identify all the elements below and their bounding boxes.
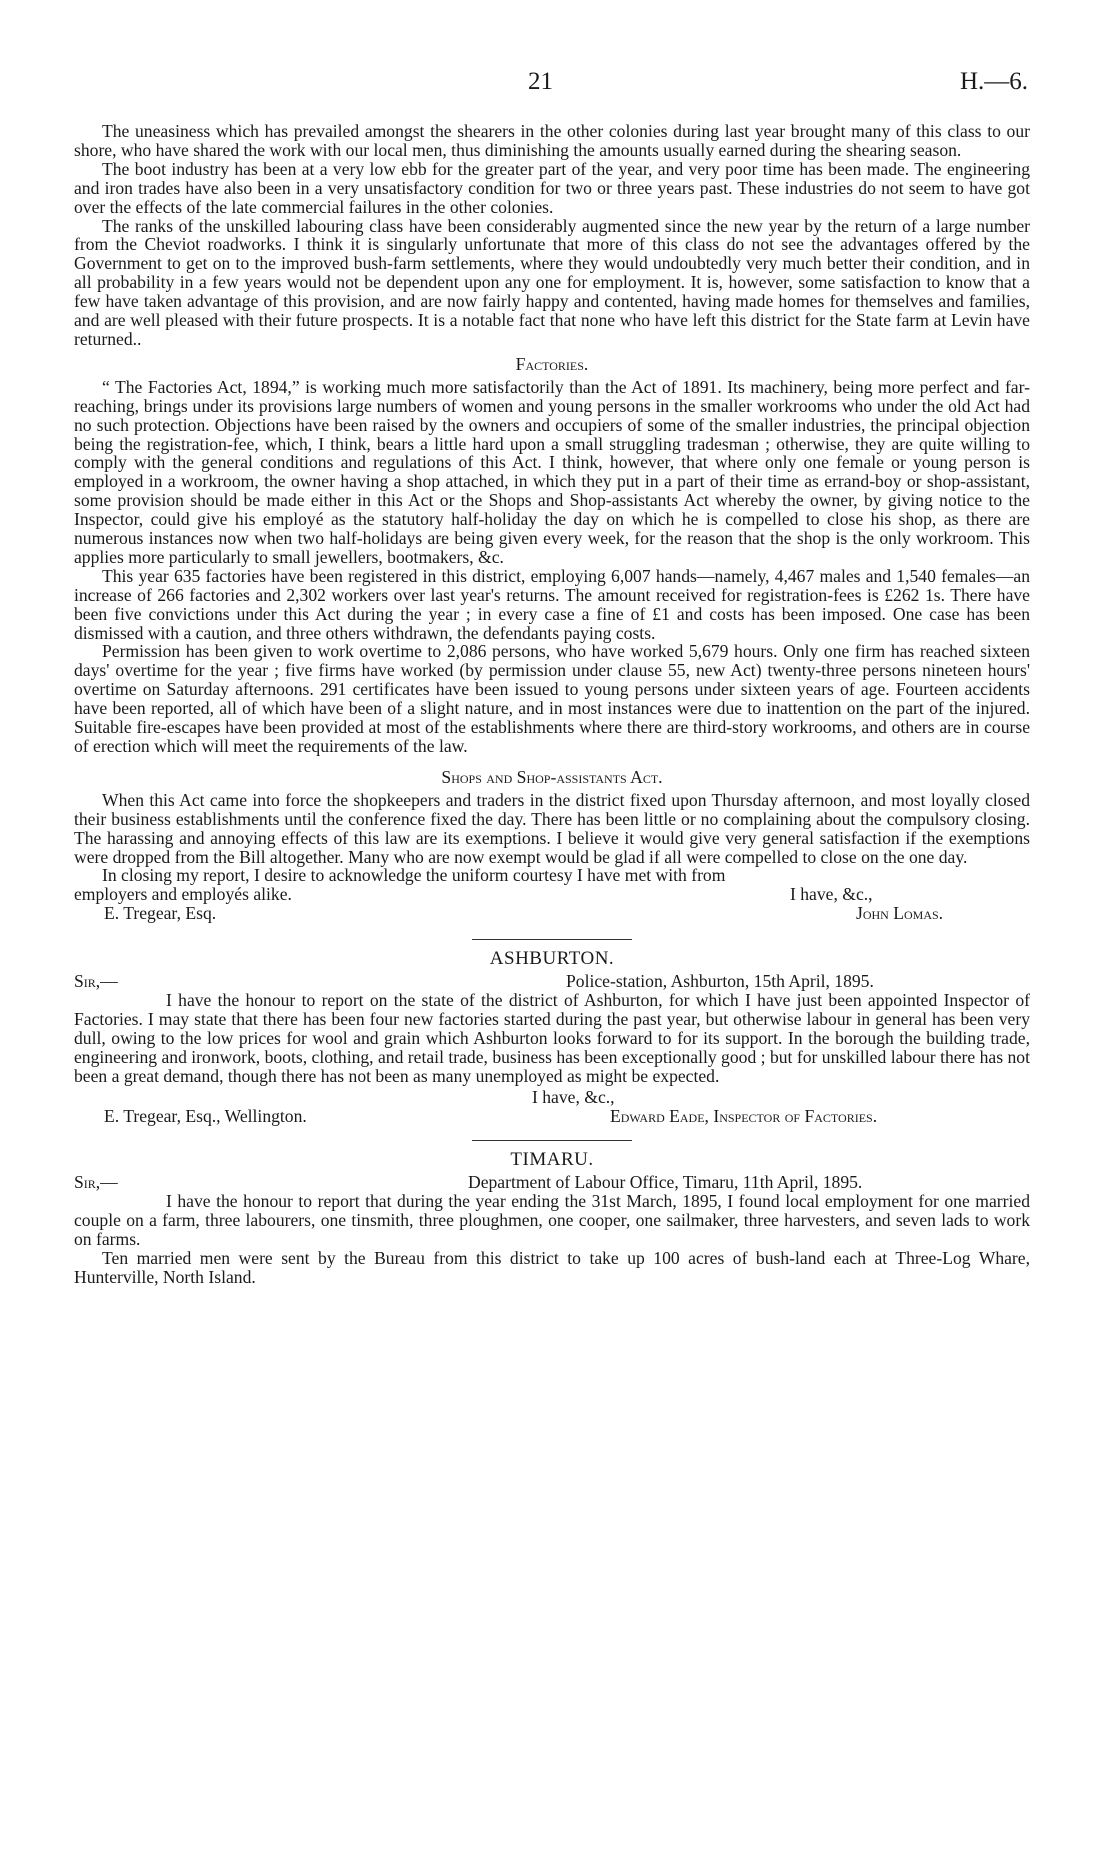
paragraph: In closing my report, I desire to acknowledge the uniform courtesy I have met with from — [102, 865, 726, 886]
paragraph: The uneasiness which has prevailed amongst the shearers in the other colonies during last year brought many of this class to our shore, who have shared the work with our local men, thus diminishing the amounts usually earned during the shearing season. — [74, 121, 1030, 160]
page-number: 21 — [528, 68, 553, 95]
signature-line — [74, 1107, 1030, 1126]
document-reference: H.—6. — [959, 68, 1028, 95]
text-column — [74, 122, 1030, 1286]
paragraph: The boot industry has been at a very low ebb for the greater part of the year, and very poor time has been made. The engineering and iron trades have also been in a very unsatisfactory condition for two or three years past. These industries do not seem to have got over the effects of the late commercial failures in the other colonies. — [74, 158, 1030, 217]
paragraph: “ The Factories Act, 1894,” is working much more satisfactorily than the Act of 1891. Its machinery, being more perfect and far-reaching, brings under its provisions large numbers of women and young persons in the smaller workrooms who under the old Act had no such protection. Objections have been raised by the owners and occupiers of some of the smaller industries, the principal objection being the registration-fee, which, I think, bears a little hard upon a small struggling tradesman ; otherwise, they are quite willing to comply with the general conditions and regulations of this Act. I think, however, that where only one female or young person is employed in a workroom, the owner having a shop attached, in which they put in a part of their time as errand-boy or shop-assistant, some provision should be made either in this Act or the Shops and Shop-assistants Act whereby the owner, by giving notice to the Inspector, could give his employé as the statutory half-holiday the day on which he is compelled to close his shop, as there are numerous instances now when two half-holidays are being given every week, for the reason that the shop is the only workroom. This applies more particularly to small jewellers, bootmakers, &c. — [74, 376, 1030, 567]
closing-text: employers and employés alike. — [74, 884, 292, 905]
divider — [472, 1140, 632, 1141]
paragraph: Ten married men were sent by the Bureau from this district to take up 100 acres of bush-land each at Three-Log Whare, Hunterville, North Island. — [74, 1247, 1030, 1287]
salutation: Sir,— — [74, 971, 118, 992]
signoff: I have, &c., — [790, 884, 873, 905]
signatory: Edward Eade, Inspector of Factories. — [610, 1105, 878, 1126]
letter-address: Department of Labour Office, Timaru, 11th April, 1895. — [468, 1171, 863, 1192]
signatory: John Lomas. — [856, 903, 944, 924]
letter-address: Police-station, Ashburton, 15th April, 1895. — [566, 971, 874, 992]
salutation: Sir,— — [74, 1171, 118, 1192]
divider — [472, 939, 632, 940]
section-heading-factories: Factories. — [515, 353, 589, 374]
addressee: E. Tregear, Esq. — [104, 903, 217, 924]
paragraph: I have the honour to report that during the year ending the 31st March, 1895, I found local employment for one married couple on a farm, three labourers, one tinsmith, three ploughmen, one cooper, one sailmaker, three harvesters, and seven lads to work on farms. — [74, 1190, 1030, 1249]
report-title-timaru: TIMARU. — [510, 1148, 594, 1170]
paragraph: When this Act came into force the shopkeepers and traders in the district fixed upon Thursday afternoon, and most loyally closed their business establishments until the conference fixed the day. There has been little or no complaining about the compulsory closing. The harassing and annoying effects of this law are its exemptions. I believe it would give very general satisfaction if the exemptions were dropped from the Bill altogether. Many who are now exempt would be glad if all were compelled to close on the one day. — [74, 789, 1030, 867]
letter-header — [74, 1173, 1030, 1192]
paragraph: The ranks of the unskilled labouring class have been considerably augmented since the new year by the return of a large number from the Cheviot roadworks. I think it is singularly unfortunate that more of this class do not see the advantages offered by the Government to get on to the improved bush-farm settlements, where they would undoubtedly very much better their condition, and in all probability in a few years would not be dependent upon any one for employment. It is, however, some satisfaction to know that a few have taken advantage of this provision, and are now fairly happy and contented, having made homes for themselves and families, and are well pleased with their future prospects. It is a notable fact that none who have left this district for the State farm at Levin have returned.. — [74, 215, 1030, 349]
closing-line — [74, 885, 1030, 904]
signoff: I have, &c., — [532, 1086, 615, 1107]
paragraph: Permission has been given to work overtime to 2,086 persons, who have worked 5,679 hours. Only one firm has reached sixteen days' overtime for the year ; five firms have worked (by permission under clause 55, new Act) twenty-three persons nineteen hours' overtime on Saturday afternoons. 291 certificates have been issued to young persons under sixteen years of age. Fourteen accidents have been reported, all of which have been of a slight nature, and in most instances were due to inattention on the part of the injured. Suitable fire-escapes have been provided at most of the establishments where there are third-story workrooms, and others are in course of erection which will meet the requirements of the law. — [74, 641, 1030, 756]
section-heading-shops: Shops and Shop-assistants Act. — [441, 766, 663, 787]
report-title-ashburton: ASHBURTON. — [489, 948, 615, 970]
letter-header — [74, 972, 1030, 991]
paragraph: I have the honour to report on the state of the district of Ashburton, for which I have just been appointed Inspector of Factories. I may state that there has been four new factories started during the past year, but otherwise labour in general has been very dull, owing to the low prices for wool and grain which Ashburton looks forward to for its support. In the borough the building trade, engineering and ironwork, boots, clothing, and retail trade, business has been exceptionally good ; but for unskilled labour there has not been a great demand, though there has not been as many unemployed as might be expected. — [74, 990, 1030, 1086]
signature-line — [74, 904, 1030, 923]
paragraph: This year 635 factories have been registered in this district, employing 6,007 hands—namely, 4,467 males and 1,540 females—an increase of 266 factories and 2,302 workers over last year's returns. The amount received for registration-fees is £262 1s. There have been five convictions under this Act during the year ; in every case a fine of £1 and costs has been imposed. One case has been dismissed with a caution, and three others withdrawn, the defendants paying costs. — [74, 565, 1030, 643]
addressee: E. Tregear, Esq., Wellington. — [104, 1105, 307, 1126]
signoff-line — [74, 1088, 1030, 1107]
